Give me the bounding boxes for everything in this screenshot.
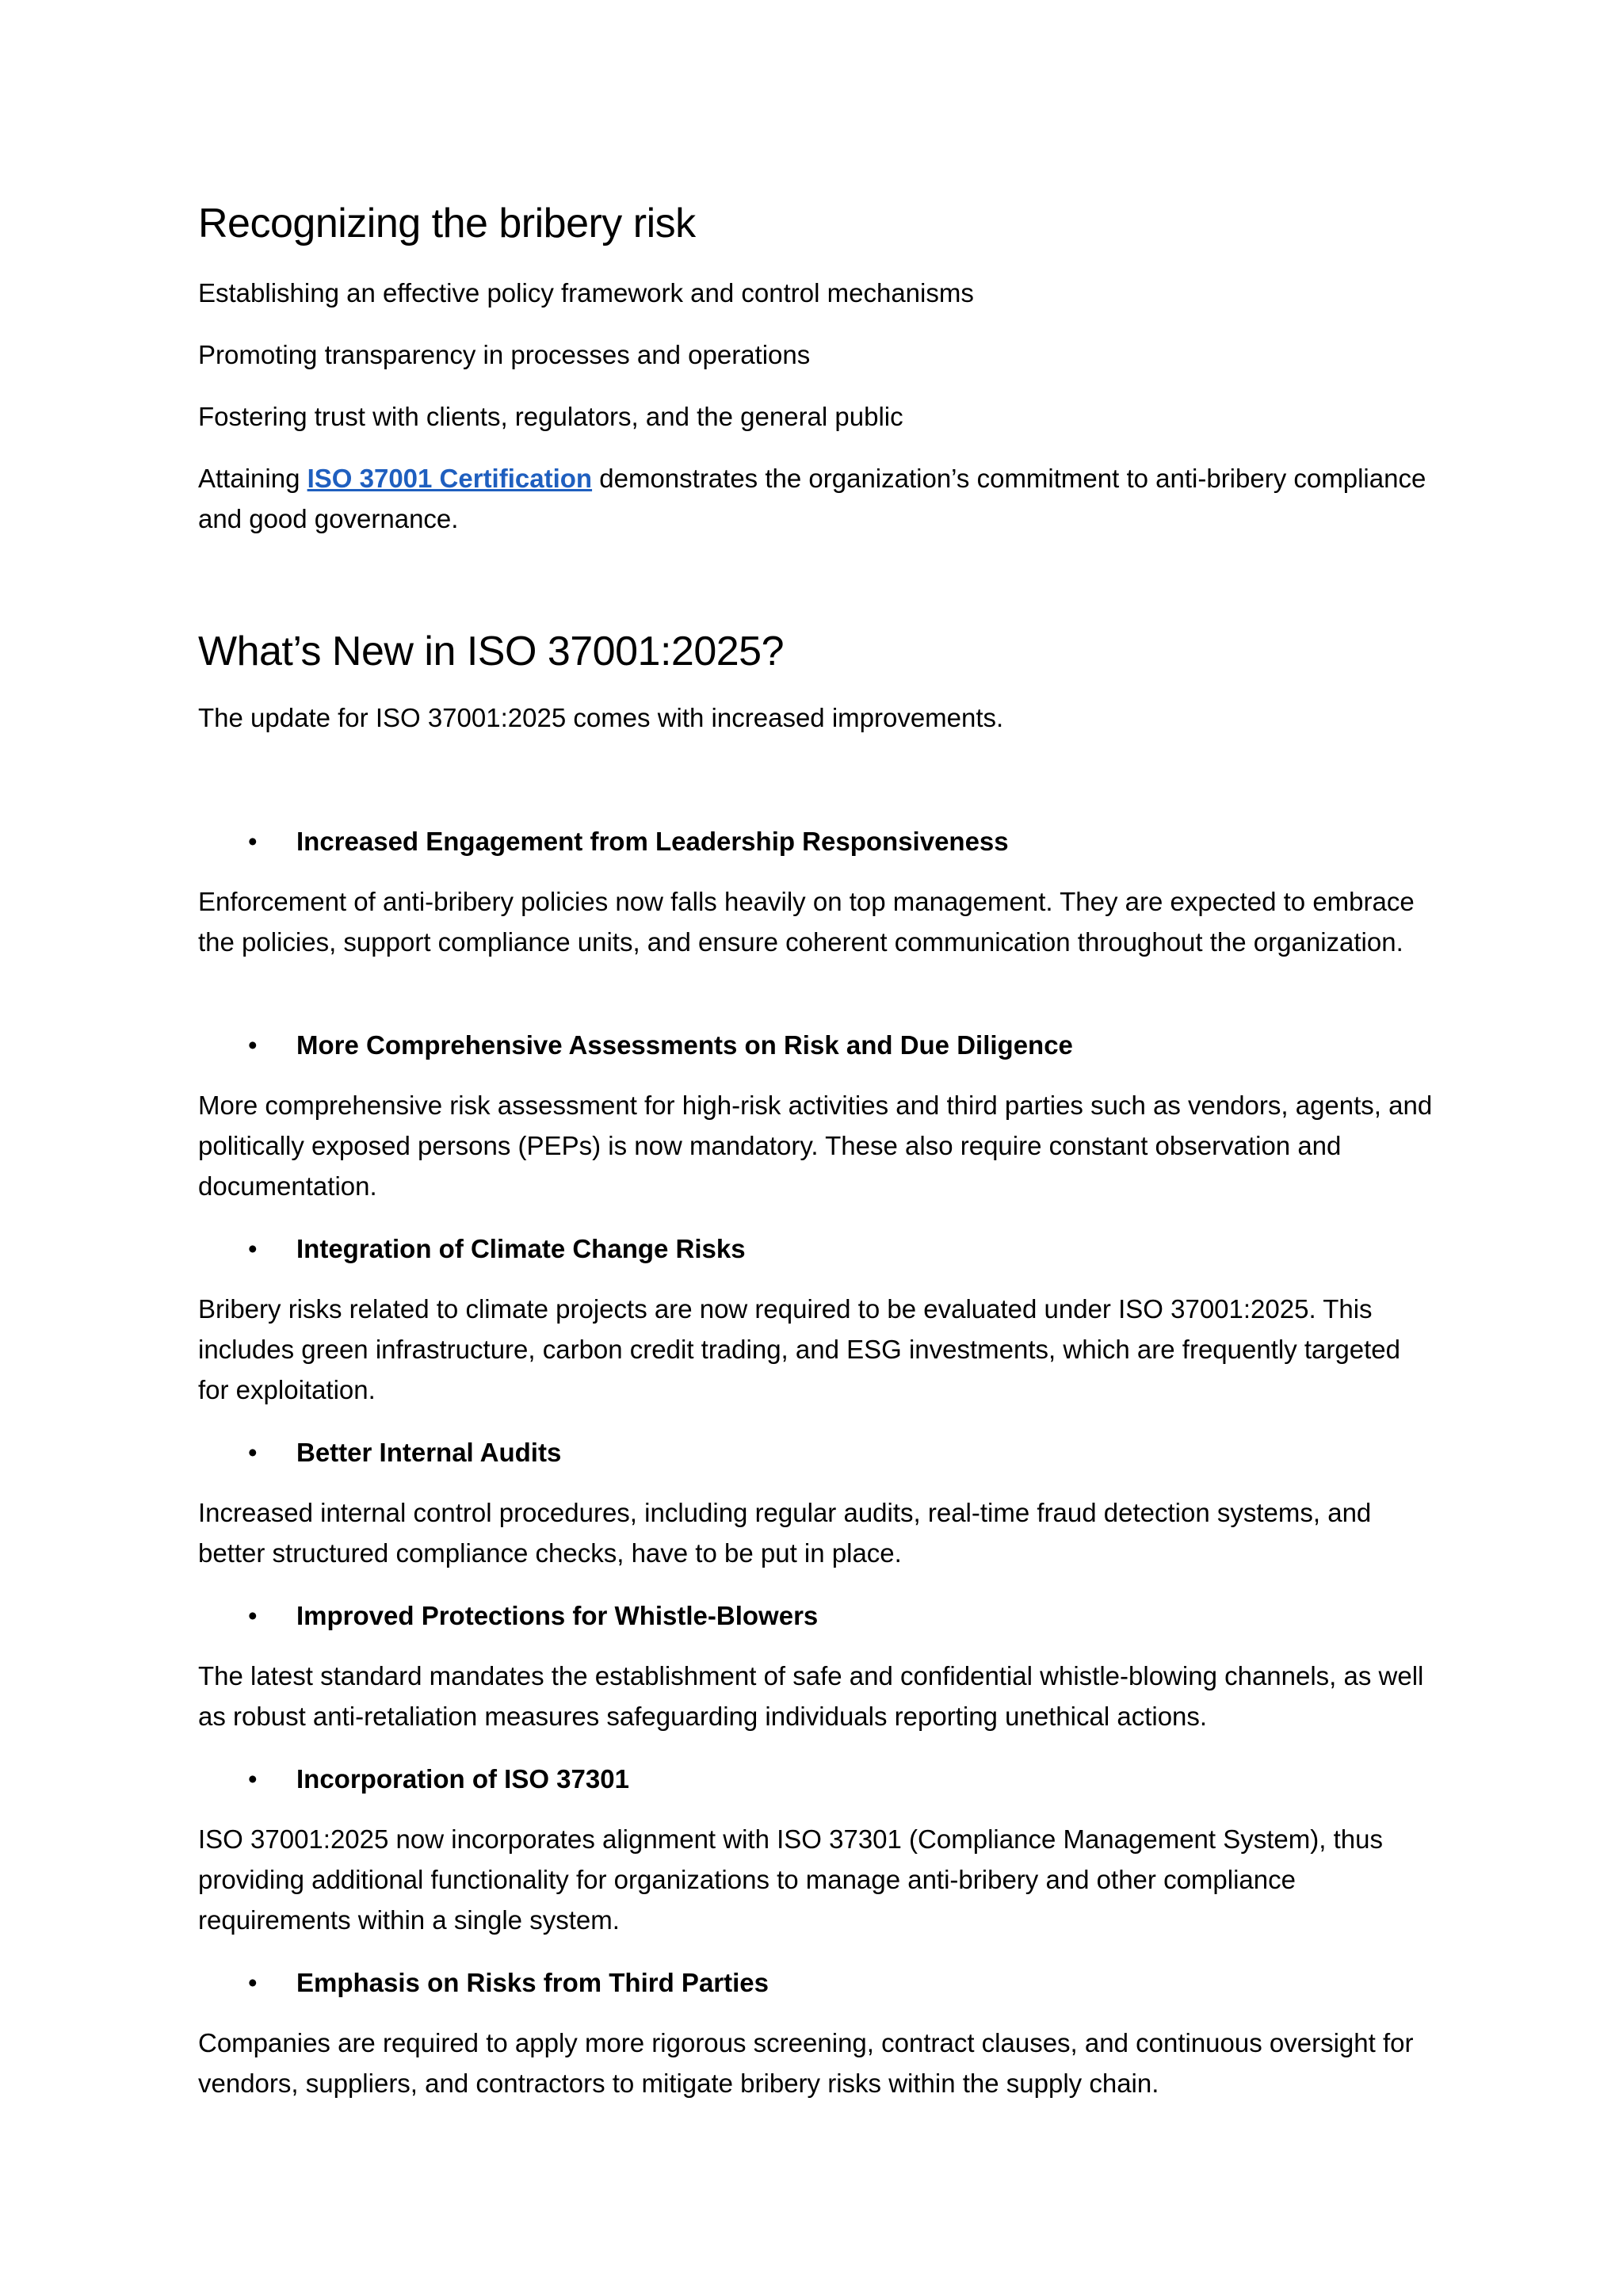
bullet-glyph: • bbox=[248, 1601, 258, 1630]
bullet-glyph: • bbox=[248, 1438, 258, 1467]
paragraph-trust: Fostering trust with clients, regulators, and the general public bbox=[198, 402, 903, 431]
bullet-title: Emphasis on Risks from Third Parties bbox=[296, 1968, 769, 1997]
paragraph-policy-framework: Establishing an effective policy framework and control mechanisms bbox=[198, 278, 974, 308]
bullet-glyph: • bbox=[248, 1234, 258, 1263]
bullet-third-party-risks bbox=[198, 1962, 1434, 2003]
bullet-internal-audits bbox=[198, 1432, 1434, 1473]
paragraph-certification bbox=[198, 458, 1434, 539]
bullet-glyph: • bbox=[248, 827, 258, 856]
paragraph-whistle-blowers: The latest standard mandates the establishment of safe and confidential whistle-blowing channels, as well as robust anti-retaliation measures safeguarding individuals reporting unethical actions. bbox=[198, 1661, 1424, 1731]
paragraph-climate-change-risks: Bribery risks related to climate projects are now required to be evaluated under ISO 37001:2025. This includes green infrastructure, carbon credit trading, and ESG investments, which are frequently targeted for exploitation. bbox=[198, 1294, 1400, 1404]
bullet-glyph: • bbox=[248, 1030, 258, 1060]
bullet-title: Integration of Climate Change Risks bbox=[296, 1234, 746, 1263]
paragraph-update-intro: The update for ISO 37001:2025 comes with increased improvements. bbox=[198, 703, 1004, 732]
bullet-title: More Comprehensive Assessments on Risk and Due Diligence bbox=[296, 1030, 1073, 1060]
bullet-title: Increased Engagement from Leadership Responsiveness bbox=[296, 827, 1009, 856]
paragraph-third-party-risks: Companies are required to apply more rigorous screening, contract clauses, and continuous oversight for vendors, suppliers, and contractors to mitigate bribery risks within the supply chain. bbox=[198, 2028, 1414, 2098]
bullet-glyph: • bbox=[248, 1968, 258, 1997]
bullet-glyph: • bbox=[248, 1764, 258, 1794]
section-heading-bribery-risk: Recognizing the bribery risk bbox=[198, 201, 696, 246]
bullet-title: Better Internal Audits bbox=[296, 1438, 562, 1467]
paragraph-leadership-engagement: Enforcement of anti-bribery policies now falls heavily on top management. They are expected to embrace the policies, support compliance units, and ensure coherent communication throughout the organization. bbox=[198, 887, 1415, 957]
bullet-climate-change-risks bbox=[198, 1228, 1434, 1269]
bullet-risk-due-diligence bbox=[198, 1025, 1434, 1065]
paragraph-transparency: Promoting transparency in processes and operations bbox=[198, 340, 811, 369]
iso-37001-certification-link[interactable]: ISO 37001 Certification bbox=[307, 464, 593, 493]
bullet-iso-37301 bbox=[198, 1759, 1434, 1799]
paragraph-iso-37301: ISO 37001:2025 now incorporates alignment with ISO 37301 (Compliance Management System), thus providing additional functionality for organizations to manage anti-bribery and other compliance requirements within a single system. bbox=[198, 1824, 1383, 1935]
bullet-title: Improved Protections for Whistle-Blowers bbox=[296, 1601, 819, 1630]
bullet-leadership-engagement bbox=[198, 821, 1434, 861]
section-heading-whats-new: What’s New in ISO 37001:2025? bbox=[198, 628, 784, 674]
bullet-whistle-blowers bbox=[198, 1595, 1434, 1636]
bullet-title: Incorporation of ISO 37301 bbox=[296, 1764, 629, 1794]
paragraph-internal-audits: Increased internal control procedures, including regular audits, real-time fraud detection systems, and better structured compliance checks, have to be put in place. bbox=[198, 1498, 1372, 1568]
paragraph-risk-due-diligence: More comprehensive risk assessment for high-risk activities and third parties such as vendors, agents, and politically exposed persons (PEPs) is now mandatory. These also require constant observation and documentation. bbox=[198, 1091, 1433, 1201]
certification-text-before: Attaining bbox=[198, 464, 307, 493]
certification-text-after: demonstrates the organization’s commitment to anti-bribery compliance and good governance. bbox=[198, 464, 1426, 533]
